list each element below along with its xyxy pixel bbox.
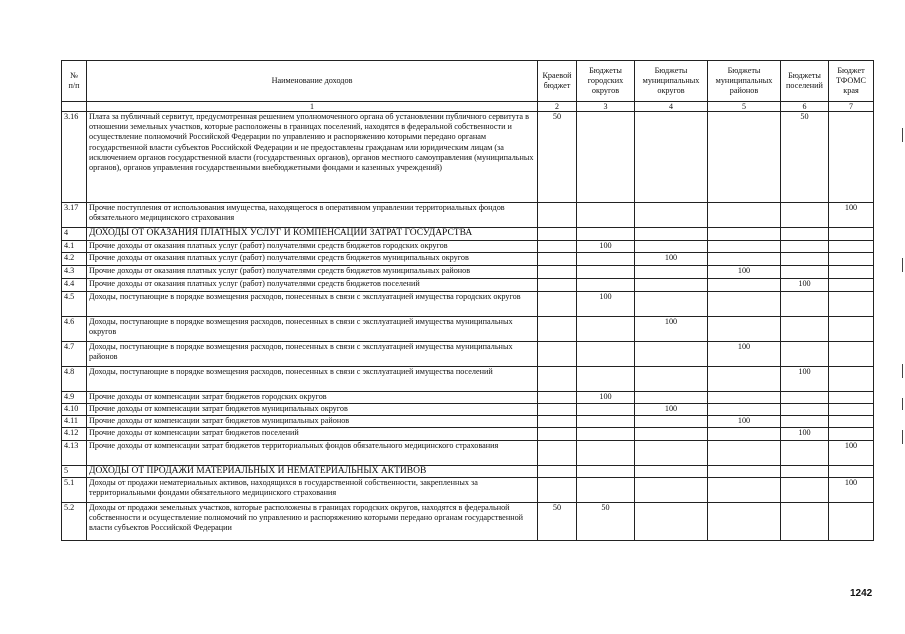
revenue-name: Доходы от продажи земельных участков, которые расположены в границах городских округов, находятся в федеральной собственности и осуществление полномочий по управлению и распоряжению которыми передано органам государственной власти субъектов Российской Федерации — [87, 503, 538, 541]
row-number: 4.8 — [62, 367, 87, 392]
revenue-name: Доходы, поступающие в порядке возмещения расходов, понесенных в связи с эксплуатацией имущества муниципальных районов — [87, 342, 538, 367]
share-percent — [708, 241, 781, 253]
revenue-name: Прочие доходы от оказания платных услуг (работ) получателями средств бюджетов поселений — [87, 279, 538, 292]
share-percent — [781, 266, 829, 279]
row-number: 4.2 — [62, 253, 87, 266]
share-percent — [781, 317, 829, 342]
share-percent: 100 — [708, 342, 781, 367]
share-percent — [781, 203, 829, 228]
share-percent — [829, 253, 874, 266]
share-percent — [577, 112, 635, 203]
column-index: 1 — [87, 102, 538, 112]
header-col-municipal-raions: Бюджеты муниципальных районов — [708, 61, 781, 102]
revenue-distribution-table — [61, 60, 874, 541]
share-percent — [829, 466, 874, 478]
table-row — [62, 292, 874, 317]
revenue-name: ДОХОДЫ ОТ ПРОДАЖИ МАТЕРИАЛЬНЫХ И НЕМАТЕРИАЛЬНЫХ АКТИВОВ — [87, 466, 538, 478]
share-percent — [577, 441, 635, 466]
share-percent — [577, 404, 635, 416]
share-percent: 50 — [538, 112, 577, 203]
table-row — [62, 466, 874, 478]
share-percent — [781, 342, 829, 367]
share-percent — [829, 317, 874, 342]
header-col-city-districts: Бюджеты городских округов — [577, 61, 635, 102]
share-percent — [781, 241, 829, 253]
share-percent — [708, 367, 781, 392]
share-percent — [708, 317, 781, 342]
share-percent — [577, 342, 635, 367]
row-number: 5 — [62, 466, 87, 478]
share-percent: 100 — [577, 392, 635, 404]
table-body — [62, 112, 874, 541]
table-header-row — [62, 61, 874, 102]
share-percent — [781, 253, 829, 266]
share-percent — [781, 292, 829, 317]
share-percent: 100 — [577, 241, 635, 253]
share-percent — [781, 416, 829, 428]
table-row — [62, 404, 874, 416]
share-percent: 100 — [781, 428, 829, 441]
share-percent: 100 — [635, 317, 708, 342]
revenue-name: Прочие доходы от компенсации затрат бюджетов территориальных фондов обязательного медицинского страхования — [87, 441, 538, 466]
share-percent: 100 — [708, 266, 781, 279]
share-percent — [708, 466, 781, 478]
table-row — [62, 428, 874, 441]
share-percent — [635, 367, 708, 392]
share-percent — [538, 203, 577, 228]
header-col-municipal-okrugs: Бюджеты муниципальных округов — [635, 61, 708, 102]
revenue-name: Доходы, поступающие в порядке возмещения расходов, понесенных в связи с эксплуатацией имущества городских округов — [87, 292, 538, 317]
share-percent: 100 — [829, 203, 874, 228]
share-percent — [538, 392, 577, 404]
revenue-name: Прочие доходы от компенсации затрат бюджетов городских округов — [87, 392, 538, 404]
share-percent — [781, 466, 829, 478]
share-percent — [538, 367, 577, 392]
share-percent — [577, 266, 635, 279]
share-percent — [708, 392, 781, 404]
share-percent — [829, 503, 874, 541]
share-percent — [829, 266, 874, 279]
share-percent — [577, 279, 635, 292]
share-percent — [635, 441, 708, 466]
row-number: 4.11 — [62, 416, 87, 428]
share-percent — [538, 292, 577, 317]
share-percent — [577, 317, 635, 342]
scan-edge-mark — [902, 258, 903, 272]
share-percent — [577, 478, 635, 503]
row-number: 4.10 — [62, 404, 87, 416]
share-percent — [538, 241, 577, 253]
revenue-distribution-table-sheet — [61, 60, 873, 541]
share-percent — [577, 203, 635, 228]
column-index: 4 — [635, 102, 708, 112]
row-number: 4.6 — [62, 317, 87, 342]
column-index: 3 — [577, 102, 635, 112]
share-percent: 100 — [708, 416, 781, 428]
share-percent — [829, 241, 874, 253]
table-row — [62, 253, 874, 266]
row-number: 5.2 — [62, 503, 87, 541]
share-percent: 100 — [781, 367, 829, 392]
share-percent — [635, 428, 708, 441]
revenue-name: Прочие доходы от компенсации затрат бюджетов муниципальных округов — [87, 404, 538, 416]
share-percent: 100 — [781, 279, 829, 292]
share-percent — [635, 241, 708, 253]
share-percent — [577, 228, 635, 241]
row-number: 5.1 — [62, 478, 87, 503]
share-percent — [538, 441, 577, 466]
header-name: Наименование доходов — [87, 61, 538, 102]
table-row — [62, 478, 874, 503]
share-percent: 100 — [829, 441, 874, 466]
share-percent — [635, 342, 708, 367]
revenue-name: Прочие поступления от использования имущества, находящегося в оперативном управлении территориальных фондов обязательного медицинского страхования — [87, 203, 538, 228]
table-row — [62, 228, 874, 241]
share-percent: 100 — [829, 478, 874, 503]
share-percent — [708, 112, 781, 203]
revenue-name: Прочие доходы от оказания платных услуг (работ) получателями средств бюджетов муниципальных районов — [87, 266, 538, 279]
row-number: 3.17 — [62, 203, 87, 228]
scan-edge-mark — [902, 364, 903, 378]
share-percent — [577, 466, 635, 478]
column-index: 5 — [708, 102, 781, 112]
share-percent — [538, 317, 577, 342]
table-row — [62, 367, 874, 392]
share-percent — [829, 428, 874, 441]
share-percent — [708, 428, 781, 441]
share-percent — [635, 466, 708, 478]
share-percent — [781, 441, 829, 466]
revenue-name: Прочие доходы от компенсации затрат бюджетов муниципальных районов — [87, 416, 538, 428]
row-number: 4.5 — [62, 292, 87, 317]
share-percent — [635, 292, 708, 317]
share-percent — [538, 279, 577, 292]
row-number: 4.13 — [62, 441, 87, 466]
share-percent — [635, 266, 708, 279]
table-row — [62, 392, 874, 404]
share-percent — [829, 367, 874, 392]
revenue-name: Доходы, поступающие в порядке возмещения расходов, понесенных в связи с эксплуатацией имущества поселений — [87, 367, 538, 392]
revenue-name: Прочие доходы от оказания платных услуг (работ) получателями средств бюджетов городских округов — [87, 241, 538, 253]
share-percent — [781, 404, 829, 416]
scan-edge-mark — [902, 430, 903, 444]
share-percent — [829, 292, 874, 317]
share-percent: 100 — [635, 404, 708, 416]
share-percent — [829, 416, 874, 428]
row-number: 4.7 — [62, 342, 87, 367]
header-col-tfoms: Бюджет ТФОМС края — [829, 61, 874, 102]
table-row — [62, 317, 874, 342]
share-percent — [538, 428, 577, 441]
share-percent — [635, 279, 708, 292]
share-percent — [781, 392, 829, 404]
table-row — [62, 112, 874, 203]
share-percent — [538, 228, 577, 241]
share-percent — [829, 404, 874, 416]
row-number: 4.12 — [62, 428, 87, 441]
row-number: 4.9 — [62, 392, 87, 404]
share-percent — [708, 478, 781, 503]
header-num: № п/п — [62, 61, 87, 102]
revenue-name: ДОХОДЫ ОТ ОКАЗАНИЯ ПЛАТНЫХ УСЛУГ И КОМПЕНСАЦИИ ЗАТРАТ ГОСУДАРСТВА — [87, 228, 538, 241]
share-percent — [708, 404, 781, 416]
column-index: 7 — [829, 102, 874, 112]
column-index — [62, 102, 87, 112]
share-percent — [708, 228, 781, 241]
share-percent: 50 — [577, 503, 635, 541]
table-row — [62, 441, 874, 466]
column-index: 6 — [781, 102, 829, 112]
share-percent — [829, 342, 874, 367]
scan-edge-mark — [902, 128, 903, 142]
revenue-name: Доходы, поступающие в порядке возмещения расходов, понесенных в связи с эксплуатацией имущества муниципальных округов — [87, 317, 538, 342]
share-percent — [708, 203, 781, 228]
share-percent — [577, 416, 635, 428]
share-percent — [781, 503, 829, 541]
share-percent — [635, 503, 708, 541]
share-percent — [781, 228, 829, 241]
revenue-name: Прочие доходы от оказания платных услуг (работ) получателями средств бюджетов муниципальных округов — [87, 253, 538, 266]
column-index: 2 — [538, 102, 577, 112]
share-percent — [538, 253, 577, 266]
table-row — [62, 266, 874, 279]
share-percent — [635, 478, 708, 503]
share-percent — [708, 279, 781, 292]
page-number: 1242 — [850, 588, 873, 599]
column-index-row — [62, 102, 874, 112]
share-percent — [635, 203, 708, 228]
scan-edge-mark — [902, 398, 903, 410]
share-percent — [538, 478, 577, 503]
share-percent: 50 — [781, 112, 829, 203]
table-row — [62, 503, 874, 541]
share-percent — [538, 342, 577, 367]
header-col-regional: Краевой бюджет — [538, 61, 577, 102]
share-percent — [538, 266, 577, 279]
share-percent — [577, 428, 635, 441]
row-number: 4.1 — [62, 241, 87, 253]
share-percent — [538, 466, 577, 478]
table-row — [62, 342, 874, 367]
share-percent — [829, 112, 874, 203]
share-percent — [577, 367, 635, 392]
share-percent — [829, 392, 874, 404]
share-percent — [635, 392, 708, 404]
share-percent: 100 — [635, 253, 708, 266]
header-col-settlements: Бюджеты поселений — [781, 61, 829, 102]
share-percent — [708, 292, 781, 317]
share-percent — [708, 503, 781, 541]
share-percent — [829, 228, 874, 241]
share-percent — [708, 253, 781, 266]
share-percent — [708, 441, 781, 466]
revenue-name: Доходы от продажи нематериальных активов, находящихся в государственной собственности, закрепленных за территориальными фондами обязательного медицинского страхования — [87, 478, 538, 503]
share-percent — [538, 416, 577, 428]
share-percent — [577, 253, 635, 266]
row-number: 4.4 — [62, 279, 87, 292]
revenue-name: Плата за публичный сервитут, предусмотренная решением уполномоченного органа об установлении публичного сервитута в отношении земельных участков, которые расположены в границах поселений, находятся в федеральной собственности и осуществление полномочий Российской Федерации по управлению и распоряжению которыми передано органам государственной власти субъектов Российской Федерации и не предоставлены гражданам или юридическим лицам (за исключением органов государственной власти (государственных органов), органов местного самоуправления (муниципальных органов), органов управления государственными внебюджетными фондами и казенных учреждений) — [87, 112, 538, 203]
share-percent — [635, 112, 708, 203]
share-percent — [781, 478, 829, 503]
table-row — [62, 279, 874, 292]
share-percent — [829, 279, 874, 292]
table-row — [62, 241, 874, 253]
table-row — [62, 203, 874, 228]
share-percent: 50 — [538, 503, 577, 541]
share-percent — [538, 404, 577, 416]
share-percent — [635, 228, 708, 241]
share-percent — [635, 416, 708, 428]
row-number: 4.3 — [62, 266, 87, 279]
row-number: 3.16 — [62, 112, 87, 203]
row-number: 4 — [62, 228, 87, 241]
table-row — [62, 416, 874, 428]
share-percent: 100 — [577, 292, 635, 317]
revenue-name: Прочие доходы от компенсации затрат бюджетов поселений — [87, 428, 538, 441]
